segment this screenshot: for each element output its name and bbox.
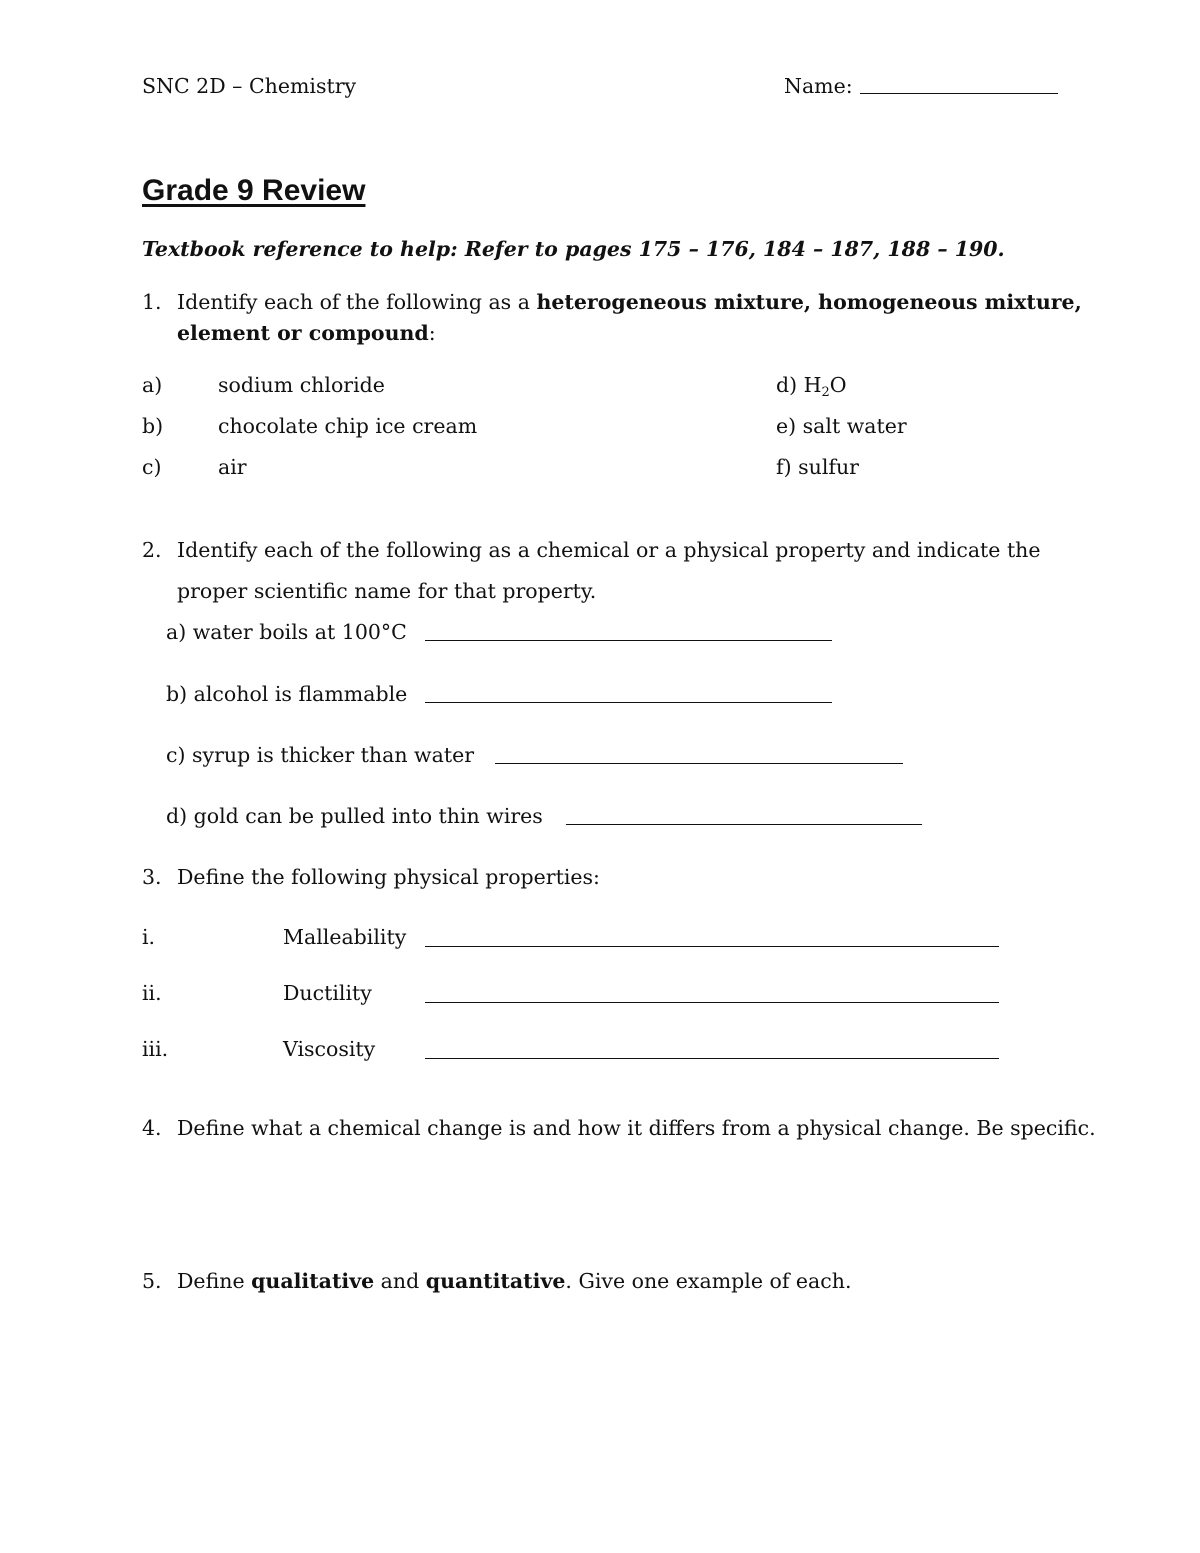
q1-line1 xyxy=(177,292,1082,313)
q1-item-d-sub: 2 xyxy=(821,385,830,400)
q2-line2: proper scientific name for that property. xyxy=(177,579,597,603)
q1-bold-1: heterogeneous mixture, homogeneous mixture, xyxy=(536,290,1082,314)
q5-text-c: . Give one example of each. xyxy=(565,1269,852,1293)
q3-term-ductility: Ductility xyxy=(283,981,372,1005)
q2-item-d: d) gold can be pulled into thin wires xyxy=(166,804,543,828)
q5-text xyxy=(177,1271,851,1292)
q2-answer-line-a[interactable] xyxy=(425,640,832,641)
q3-numeral: ii. xyxy=(142,981,162,1005)
q5-text-b: and xyxy=(374,1269,426,1293)
q5-bold-qualitative: qualitative xyxy=(251,1269,375,1293)
q5-number: 5. xyxy=(142,1269,162,1293)
textbook-reference: Textbook reference to help: Refer to pages 175 – 176, 184 – 187, 188 – 190. xyxy=(142,237,1005,261)
q2-number: 2. xyxy=(142,538,162,562)
name-label xyxy=(784,76,853,97)
q3-answer-line[interactable] xyxy=(425,1058,999,1059)
q2-line1: Identify each of the following as a chemical or a physical property and indicate the xyxy=(177,538,1041,562)
q1-item-d xyxy=(776,373,847,400)
q3-answer-line[interactable] xyxy=(425,946,999,947)
q1-item-text: chocolate chip ice cream xyxy=(218,414,478,438)
q2-answer-line-d[interactable] xyxy=(566,824,922,825)
q3-numeral: i. xyxy=(142,925,156,949)
q4-text: Define what a chemical change is and how it differs from a physical change. Be specific. xyxy=(177,1116,1096,1140)
q1-item-d-post: O xyxy=(829,373,847,397)
name-field[interactable] xyxy=(860,93,1058,94)
q2-item-c: c) syrup is thicker than water xyxy=(166,743,475,767)
q1-item-letter: c) xyxy=(142,455,162,479)
q3-term-viscosity: Viscosity xyxy=(283,1037,376,1061)
q2-answer-line-c[interactable] xyxy=(495,763,903,764)
q1-item-d-pre: d) H xyxy=(776,373,822,397)
q3-term-malleability: Malleability xyxy=(283,925,407,949)
q1-item-f: f) sulfur xyxy=(776,455,859,479)
q2-item-b: b) alcohol is flammable xyxy=(166,682,408,706)
page-title: Grade 9 Review xyxy=(142,174,366,207)
q3-text: Define the following physical properties: xyxy=(177,865,600,889)
q5-bold-quantitative: quantitative xyxy=(425,1269,566,1293)
q1-text-end: : xyxy=(428,321,436,345)
q1-item-letter: a) xyxy=(142,373,163,397)
q2-item-a: a) water boils at 100°C xyxy=(166,620,407,644)
q1-item-text: air xyxy=(218,455,247,479)
q4-number: 4. xyxy=(142,1116,162,1140)
q1-text-a: Identify each of the following as a xyxy=(177,290,537,314)
q1-item-text: sodium chloride xyxy=(218,373,385,397)
q1-number: 1. xyxy=(142,290,162,314)
course-header: SNC 2D – Chemistry xyxy=(142,74,357,98)
q1-item-letter: b) xyxy=(142,414,164,438)
name-label-text: Name: xyxy=(784,74,853,98)
q1-line2 xyxy=(177,323,436,344)
q3-numeral: iii. xyxy=(142,1037,169,1061)
q3-answer-line[interactable] xyxy=(425,1002,999,1003)
q2-answer-line-b[interactable] xyxy=(425,702,832,703)
q3-number: 3. xyxy=(142,865,162,889)
q5-text-a: Define xyxy=(177,1269,252,1293)
q1-bold-2: element or compound xyxy=(177,321,429,345)
q1-item-e: e) salt water xyxy=(776,414,907,438)
